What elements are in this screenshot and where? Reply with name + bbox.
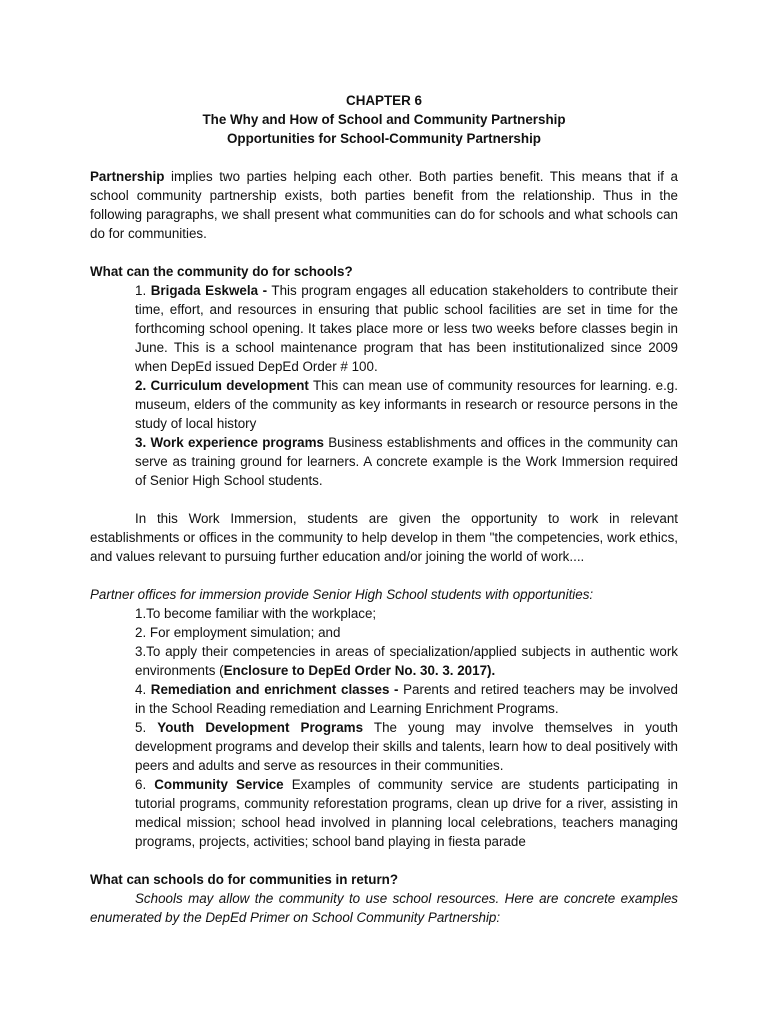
list-item: 4. Remediation and enrichment classes - Parents and retired teachers may be involved in the School Reading remediation and Learning Enrichment Programs. <box>135 682 678 716</box>
document-page <box>90 91 678 927</box>
list-item: 3.To apply their competencies in areas of specialization/applied subjects in authentic work environments (Enclosure to DepEd Order No. 30. 3. 2017). <box>135 644 678 678</box>
section-schools-heading: What can schools do for communities in return? <box>90 872 399 887</box>
section-schools-text: Schools may allow the community to use school resources. Here are concrete examples enumerated by the DepEd Primer on School Community Partnership: <box>90 891 678 925</box>
list-item: 1.To become familiar with the workplace; <box>135 606 377 621</box>
chapter-title: The Why and How of School and Community Partnership <box>202 112 566 127</box>
list-item: 2. For employment simulation; and <box>135 625 341 640</box>
chapter-subtitle: Opportunities for School-Community Partnership <box>227 131 541 146</box>
intro-paragraph <box>90 167 678 243</box>
intro-term: Partnership <box>90 169 165 184</box>
list-item: 6. Community Service Examples of community service are students participating in tutorial programs, community reforestation programs, clean up drive for a river, assisting in medical mission; school head involved in planning local celebrations, teachers managing programs, projects, activities; school band playing in fiesta parade <box>135 777 678 849</box>
chapter-label: CHAPTER 6 <box>346 93 422 108</box>
list-item: 2. Curriculum development This can mean use of community resources for learning. e.g. museum, elders of the community as key informants in research or resource persons in the study of local history <box>135 378 678 431</box>
list-item: 1. Brigada Eskwela - This program engages all education stakeholders to contribute their time, effort, and resources in ensuring that public school facilities are set in time for the forthcoming school opening. It takes place more or less two weeks before classes begin in June. This is a school maintenance program that has been institutionalized since 2009 when DepEd issued DepEd Order # 100. <box>135 283 678 374</box>
intro-text: implies two parties helping each other. Both parties benefit. This means that if a school community partnership exists, both parties benefit from the relationship. Thus in the following paragraphs, we shall present what communities can do for schools and what schools can do for communities. <box>90 169 678 241</box>
section-community-heading: What can the community do for schools? <box>90 264 353 279</box>
immersion-paragraph: In this Work Immersion, students are given the opportunity to work in relevant establishments or offices in the community to help develop in them "the competencies, work ethics, and values relevant to pursuing further education and/or joining the world of work.... <box>90 511 678 564</box>
partner-intro: Partner offices for immersion provide Senior High School students with opportunities: <box>90 587 594 602</box>
list-item: 3. Work experience programs Business establishments and offices in the community can serve as training ground for learners. A concrete example is the Work Immersion required of Senior High School students. <box>135 435 678 488</box>
list-item: 5. Youth Development Programs The young may involve themselves in youth development programs and develop their skills and talents, learn how to deal positively with peers and adults and serve as resources in their communities. <box>135 720 678 773</box>
